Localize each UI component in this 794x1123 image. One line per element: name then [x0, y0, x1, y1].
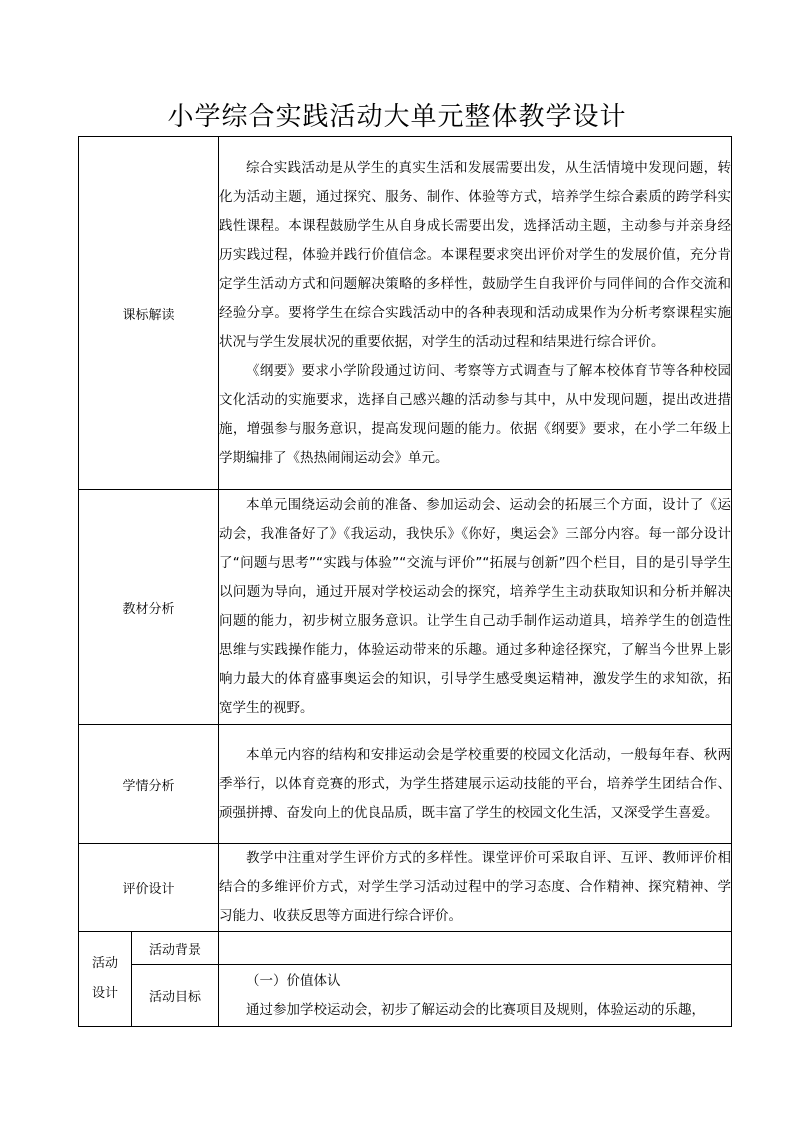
xueqing-paragraph-1: 本单元内容的结构和安排运动会是学校重要的校园文化活动，一般每年春、秋两季举行，以体育竞赛的形式，为学生搭建展示运动技能的平台，培养学生团结合作、顽强拼搏、奋发向上的优良品质，既丰富了学生的校园文化生活，又深受学生喜爱。: [219, 746, 732, 821]
content-kebiao: [219, 137, 732, 490]
label-kebiao: 课标解读: [79, 137, 219, 490]
row-kebiao: [79, 137, 732, 490]
label-huodong-mubiao: 活动目标: [132, 965, 219, 1027]
label-xueqing: 学情分析: [79, 725, 219, 844]
row-huodong-beijing: [79, 932, 732, 965]
row-pingjia: [79, 844, 732, 932]
label-huodong-beijing: 活动背景: [132, 932, 219, 965]
label-huodong-line1: 活动: [91, 956, 118, 971]
content-xueqing: [219, 725, 732, 844]
row-jiaocai: [79, 490, 732, 725]
content-jiaocai: [219, 490, 732, 725]
page-title: 小学综合实践活动大单元整体教学设计: [167, 102, 627, 132]
mubiao-paragraph-1: 通过参加学校运动会，初步了解运动会的比赛项目及规则，体验运动的乐趣，: [246, 1002, 706, 1018]
row-huodong-mubiao: [79, 965, 732, 1027]
label-jiaocai: 教材分析: [79, 490, 219, 725]
jiaocai-paragraph-1: 本单元围绕运动会前的准备、参加运动会、运动会的拓展三个方面，设计了《运动会，我准备好了》《我运动，我快乐》《你好，奥运会》三部分内容。每一部分设计了“问题与思考”“实践与体验”“交流与评价”“拓展与创新”四个栏目，目的是引导学生以问题为导向，通过开展对学校运动会的探究，培养学生主动获取知识和分析并解决问题的能力，初步树立服务意识。让学生自己动手制作运动道具，培养学生的创造性思维与实践操作能力，体验运动带来的乐趣。通过多种途径探究，了解当今世界上影响力最大的体育盛事奥运会的知识，引导学生感受奥运精神，激发学生的求知欲，拓宽学生的视野。: [219, 497, 732, 716]
content-pingjia: [219, 844, 732, 932]
label-huodong: [79, 932, 132, 1027]
kebiao-paragraph-2: 《纲要》要求小学阶段通过访问、考察等方式调查与了解本校体育节等各种校园文化活动的实施要求，选择自己感兴趣的活动参与其中，从中发现问题，提出改进措施，增强参与服务意识，提高发现问题的能力。依据《纲要》要求，在小学二年级上学期编排了《热热闹闹运动会》单元。: [219, 362, 732, 466]
design-table: [78, 136, 732, 1027]
label-huodong-line2: 设计: [91, 986, 118, 1001]
content-huodong-beijing: [219, 932, 732, 965]
content-huodong-mubiao: [219, 965, 732, 1027]
pingjia-paragraph-1: 教学中注重对学生评价方式的多样性。课堂评价可采取自评、互评、教师评价相结合的多维评价方式，对学生学习活动过程中的学习态度、合作精神、探究精神、学习能力、收获反思等方面进行综合评价。: [219, 850, 732, 924]
label-pingjia: 评价设计: [79, 844, 219, 932]
kebiao-paragraph-1: 综合实践活动是从学生的真实生活和发展需要出发，从生活情境中发现问题，转化为活动主题，通过探究、服务、制作、体验等方式，培养学生综合素质的跨学科实践性课程。本课程鼓励学生从自身成长需要出发，选择活动主题，主动参与并亲身经历实践过程，体验并践行价值信念。本课程要求突出评价对学生的发展价值，充分肯定学生活动方式和问题解决策略的多样性，鼓励学生自我评价与同伴间的合作交流和经验分享。要将学生在综合实践活动中的各种表现和活动成果作为分析考察课程实施状况与学生发展状况的重要依据，对学生的活动过程和结果进行综合评价。: [219, 159, 732, 350]
row-xueqing: [79, 725, 732, 844]
mubiao-heading: （一）价值体认: [246, 973, 341, 989]
